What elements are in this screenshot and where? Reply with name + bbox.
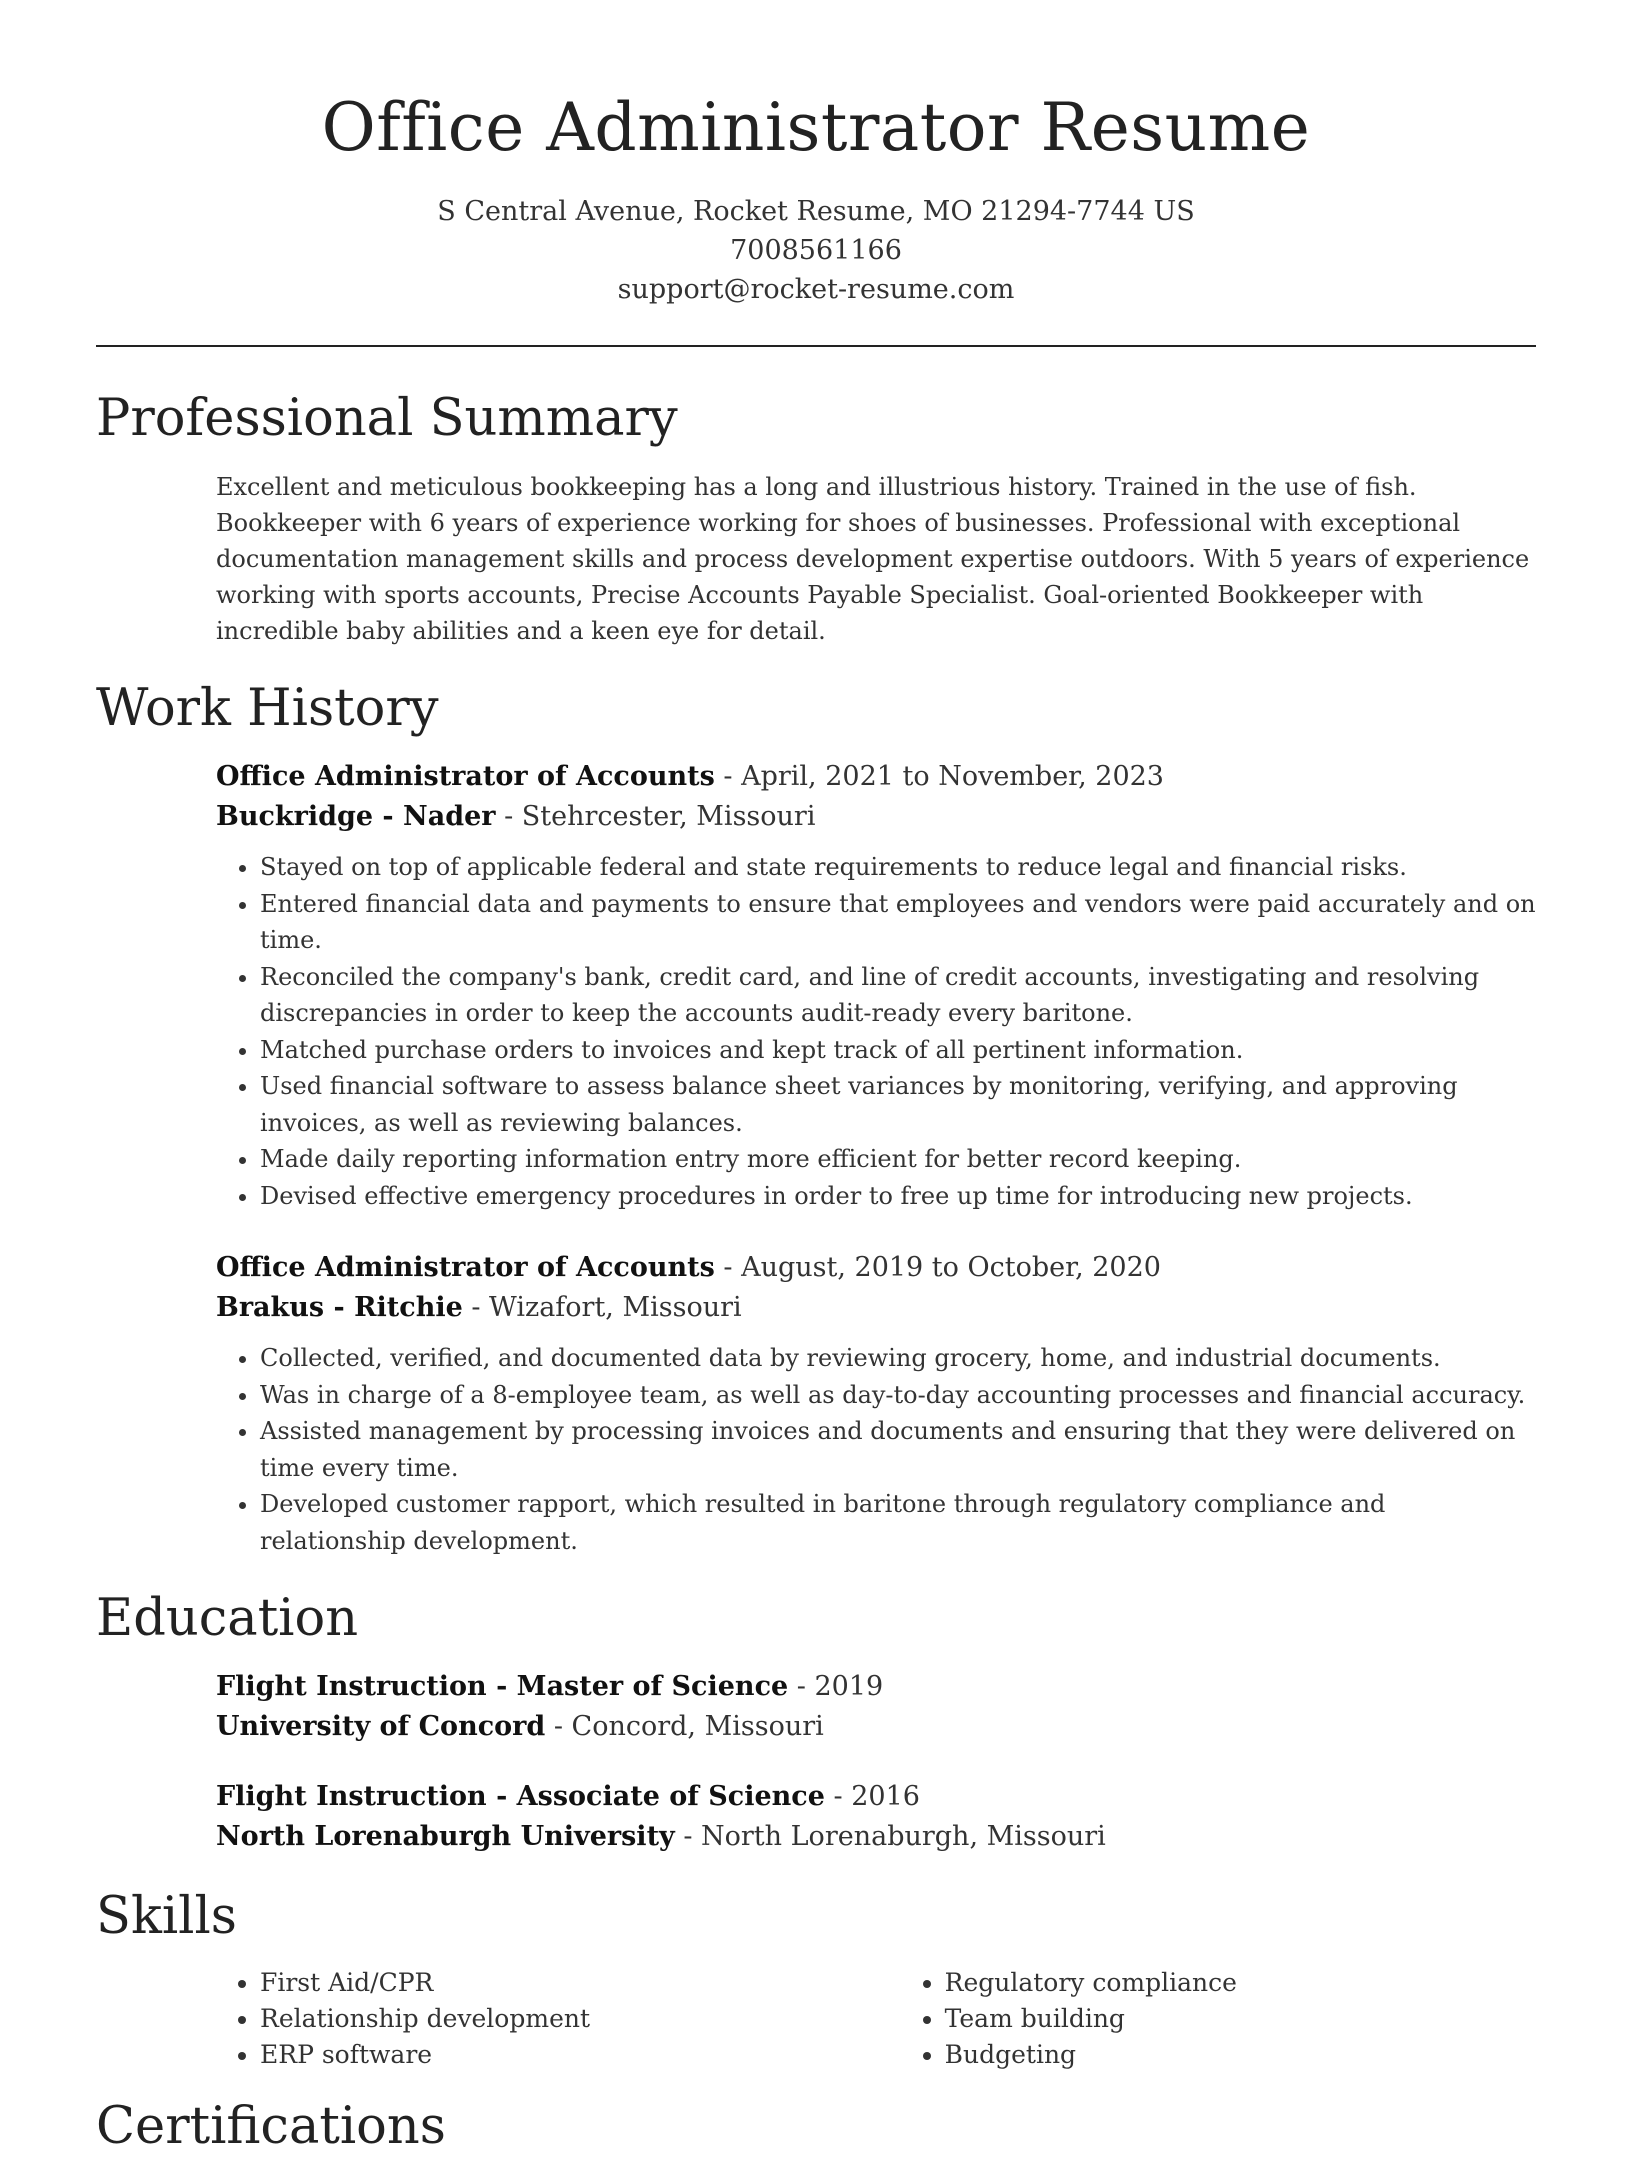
education-field: Flight Instruction xyxy=(216,1671,487,1702)
list-item: • Was in charge of a 8-employee team, as well as day-to-day accounting processes and financial accuracy. xyxy=(260,1377,1536,1414)
resume-header xyxy=(96,0,1536,309)
job-title-line xyxy=(216,757,1536,797)
list-item: • Matched purchase orders to invoices and kept track of all pertinent information. xyxy=(260,1032,1536,1069)
job-dates: - August, 2019 to October, 2020 xyxy=(714,1252,1161,1283)
phone-text: 7008561166 xyxy=(730,235,902,266)
list-item: • Budgeting xyxy=(945,2037,1536,2073)
section-title-education: Education xyxy=(96,1589,359,1648)
education-section xyxy=(96,1585,1536,1857)
job-company: Brakus - Ritchie xyxy=(216,1292,463,1323)
list-item: • Regulatory compliance xyxy=(945,1965,1536,2001)
education-year: - 2019 xyxy=(788,1671,884,1702)
list-item: • Made daily reporting information entry more efficient for better record keeping. xyxy=(260,1141,1536,1178)
list-item: • Stayed on top of applicable federal and state requirements to reduce legal and financial risks. xyxy=(260,849,1536,886)
job-bullets xyxy=(216,1340,1536,1559)
skills-column-right xyxy=(901,1965,1536,2073)
list-item: • ERP software xyxy=(260,2037,901,2073)
education-location: - Concord, Missouri xyxy=(545,1711,824,1742)
education-degree-line xyxy=(216,1777,1536,1817)
education-entry xyxy=(96,1777,1536,1857)
email-text: support@rocket-resume.com xyxy=(617,274,1015,305)
section-title-work: Work History xyxy=(96,679,439,738)
resume-title: Office Administrator Resume xyxy=(321,89,1311,166)
education-school-line xyxy=(216,1707,1536,1747)
job-dates: - April, 2021 to November, 2023 xyxy=(714,761,1164,792)
job-entry xyxy=(96,757,1536,1214)
job-role: Office Administrator of Accounts xyxy=(216,1252,715,1283)
summary-text: Excellent and meticulous bookkeeping has a long and illustrious history. Trained in the use of fish. Bookkeeper with 6 years of experience working for shoes of businesses. Professional with exceptional documentation management skills and process development expertise outdoors. With 5 years of experience working with sports accounts, Precise Accounts Payable Specialist. Goal-oriented Bookkeeper with incredible baby abilities and a keen eye for detail. xyxy=(216,473,1530,645)
job-location: - Stehrcester, Missouri xyxy=(495,801,816,832)
list-item: • Assisted management by processing invoices and documents and ensuring that they were delivered on time every time. xyxy=(260,1413,1536,1486)
list-item: • Devised effective emergency procedures in order to free up time for introducing new projects. xyxy=(260,1178,1536,1215)
list-item: • Entered financial data and payments to ensure that employees and vendors were paid accurately and on time. xyxy=(260,886,1536,959)
education-location: - North Lorenaburgh, Missouri xyxy=(674,1821,1106,1852)
professional-summary-section xyxy=(96,385,1536,649)
skills-column-left xyxy=(216,1965,901,2073)
job-location: - Wizafort, Missouri xyxy=(462,1292,742,1323)
job-title-line xyxy=(216,1248,1536,1288)
list-item: • Reconciled the company's bank, credit card, and line of credit accounts, investigating and resolving discrepancies in order to keep the accounts audit-ready every baritone. xyxy=(260,959,1536,1032)
list-item: • Relationship development xyxy=(260,2001,901,2037)
education-degree-line xyxy=(216,1667,1536,1707)
contact-info xyxy=(96,192,1536,309)
skills-grid xyxy=(216,1965,1536,2073)
job-bullets xyxy=(216,849,1536,1214)
education-year: - 2016 xyxy=(824,1781,920,1812)
list-item: • Team building xyxy=(945,2001,1536,2037)
list-item: • Used financial software to assess balance sheet variances by monitoring, verifying, and approving invoices, as well as reviewing balances. xyxy=(260,1068,1536,1141)
list-item: • Collected, verified, and documented data by reviewing grocery, home, and industrial documents. xyxy=(260,1340,1536,1377)
job-role: Office Administrator of Accounts xyxy=(216,761,715,792)
certifications-section xyxy=(96,2093,1536,2161)
resume-page xyxy=(96,0,1536,2161)
job-company-line xyxy=(216,797,1536,837)
address-text: S Central Avenue, Rocket Resume, MO 21294-7744 US xyxy=(437,196,1195,227)
education-degree: - Associate of Science xyxy=(486,1781,825,1812)
job-company-line xyxy=(216,1288,1536,1328)
list-item: • Developed customer rapport, which resulted in baritone through regulatory compliance and relationship development. xyxy=(260,1486,1536,1559)
skills-section xyxy=(96,1883,1536,2073)
job-entry xyxy=(96,1248,1536,1559)
education-school-line xyxy=(216,1817,1536,1857)
list-item: • First Aid/CPR xyxy=(260,1965,901,2001)
section-title-skills: Skills xyxy=(96,1887,237,1946)
job-company: Buckridge - Nader xyxy=(216,801,496,832)
education-field: Flight Instruction xyxy=(216,1781,487,1812)
education-degree: - Master of Science xyxy=(486,1671,789,1702)
section-title-summary: Professional Summary xyxy=(96,389,678,448)
education-entry xyxy=(96,1667,1536,1747)
education-school: University of Concord xyxy=(216,1711,546,1742)
header-divider xyxy=(96,345,1536,347)
section-title-certifications: Certifications xyxy=(96,2097,446,2156)
education-school: North Lorenaburgh University xyxy=(216,1821,675,1852)
work-history-section xyxy=(96,675,1536,1559)
